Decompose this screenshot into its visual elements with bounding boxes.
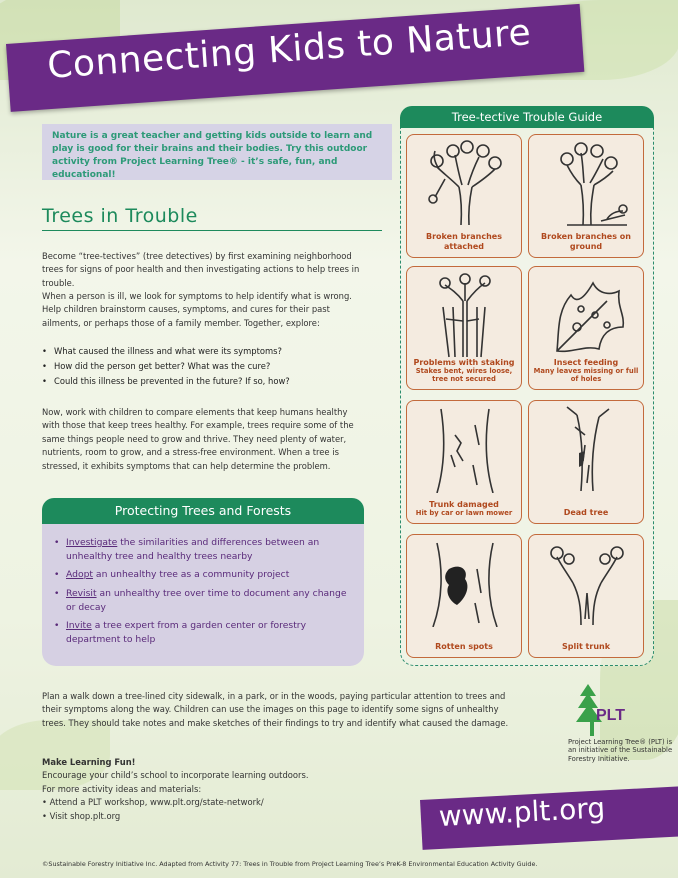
- protect-box: [42, 520, 364, 666]
- protect-list: [54, 536, 352, 647]
- shop-link[interactable]: • Visit shop.plt.org: [42, 810, 121, 821]
- protect-link[interactable]: Investigate: [66, 537, 118, 548]
- list-item-text: the similarities and differences between an unhealthy tree and healthy trees nearby: [66, 537, 320, 563]
- card-subtitle: Stakes bent, wires loose, tree not secured: [415, 367, 513, 383]
- website-link[interactable]: www.plt.org: [438, 791, 606, 833]
- protect-link[interactable]: Adopt: [66, 569, 94, 581]
- learning-line: For more activity ideas and materials:: [42, 783, 202, 794]
- card-label: [529, 358, 643, 384]
- rotten-spots-icon: [415, 539, 515, 627]
- guide-card: [406, 134, 522, 258]
- learning-section: [42, 756, 362, 823]
- section-title: Trees in Trouble: [42, 205, 198, 227]
- broken-branches-attached-icon: [415, 139, 515, 227]
- plt-logo-text: PLT: [596, 707, 626, 724]
- card-label: [407, 500, 521, 518]
- list-item: • Could this illness be prevented in the future? If so, how?: [42, 374, 372, 389]
- guide-card: [528, 534, 644, 658]
- list-item: [54, 587, 352, 615]
- list-item: • What caused the illness and what were its symptoms?: [42, 344, 372, 359]
- card-label: [529, 232, 643, 251]
- list-item-text: an unhealthy tree as a community project: [93, 569, 290, 581]
- guide-card: [528, 400, 644, 524]
- card-title: Dead tree: [563, 507, 609, 517]
- list-item: [54, 568, 352, 582]
- card-title: Broken branches attached: [426, 232, 502, 251]
- list-item: [54, 619, 352, 647]
- explore-list: [42, 344, 372, 389]
- paragraph-symptoms: When a person is ill, we look for symptoms to help identify what is wrong. Help children brainstorm causes, symptoms, and cures for their past ailments, or perhaps those of a family member. Together, explore:: [42, 291, 352, 328]
- guide-card: [406, 266, 522, 390]
- page-title: Connecting Kids to Nature: [46, 12, 533, 87]
- paragraph-intro: Become “tree-tectives” (tree detectives) by first examining neighborhood trees for signs of poor health and then investigating actions to help trees in trouble.: [42, 251, 360, 288]
- section-divider: [42, 230, 382, 231]
- card-title: Broken branches on ground: [541, 232, 631, 251]
- list-item: [54, 536, 352, 564]
- intro-text: Nature is a great teacher and getting kids outside to learn and play is good for their brains and their bodies. Try this outdoor activity from Project Learning Tree® - it’s safe, fun, and educational!: [42, 124, 392, 180]
- card-title: Insect feeding: [553, 357, 619, 367]
- card-label: [529, 642, 643, 652]
- card-title: Rotten spots: [435, 641, 493, 651]
- guide-card: [528, 134, 644, 258]
- list-item-text: a tree expert from a garden center or forestry department to help: [66, 620, 307, 646]
- guide-card: [406, 400, 522, 524]
- guide-card: [406, 534, 522, 658]
- card-label: [407, 232, 521, 251]
- learning-title: Make Learning Fun!: [42, 757, 136, 767]
- learning-line: Encourage your child’s school to incorporate learning outdoors.: [42, 770, 309, 781]
- split-trunk-icon: [537, 539, 637, 627]
- card-subtitle: Hit by car or lawn mower: [415, 509, 513, 517]
- card-label: [407, 358, 521, 384]
- card-label: [407, 642, 521, 652]
- paragraph-compare: Now, work with children to compare elements that keep humans healthy with those that keep trees healthy. For example, trees require some of the same things people need to grow and thrive. They need plenty of water, nutrients, room to grow, and a stress-free environment. When a tree is stressed, it exhibits symptoms that can help determine the problem.: [42, 407, 354, 471]
- protect-header: Protecting Trees and Forests: [42, 498, 364, 524]
- card-subtitle: Many leaves missing or full of holes: [533, 367, 639, 383]
- card-title: Problems with staking: [413, 357, 515, 367]
- plan-paragraph: Plan a walk down a tree-lined city sidewalk, in a park, or in the woods, paying particular attention to trees and their symptoms along the way. Children can use the images on this page to identify some signs of unhealthy trees. They should take notes and make sketches of their findings to try and identify what caused the damage.: [42, 691, 509, 728]
- card-title: Split trunk: [561, 641, 611, 651]
- dead-tree-icon: [537, 405, 637, 493]
- guide-card: [528, 266, 644, 390]
- card-title: Trunk damaged: [429, 499, 499, 509]
- workshop-link[interactable]: • Attend a PLT workshop, www.plt.org/state-network/: [42, 797, 264, 808]
- protect-link[interactable]: Revisit: [66, 587, 97, 599]
- footer-credit: ©Sustainable Forestry Initiative Inc. Adapted from Activity 77: Trees in Trouble from Project Learning Tree’s PreK-8 Environmental Education Activity Guide.: [42, 860, 538, 868]
- plt-logo: [568, 680, 628, 740]
- guide-header: Tree-tective Trouble Guide: [400, 106, 654, 128]
- staking-icon: [415, 271, 515, 359]
- leaf-holes-icon: [537, 271, 637, 359]
- plt-caption: Project Learning Tree® (PLT) is an initiative of the Sustainable Forestry Initiative.: [568, 738, 673, 763]
- trunk-damaged-icon: [415, 405, 515, 493]
- broken-branches-ground-icon: [537, 139, 637, 227]
- card-label: [529, 508, 643, 518]
- protect-link[interactable]: Invite: [66, 620, 92, 632]
- list-item: • How did the person get better? What was the cure?: [42, 359, 372, 374]
- list-item-text: an unhealthy tree over time to document any change or decay: [66, 587, 347, 613]
